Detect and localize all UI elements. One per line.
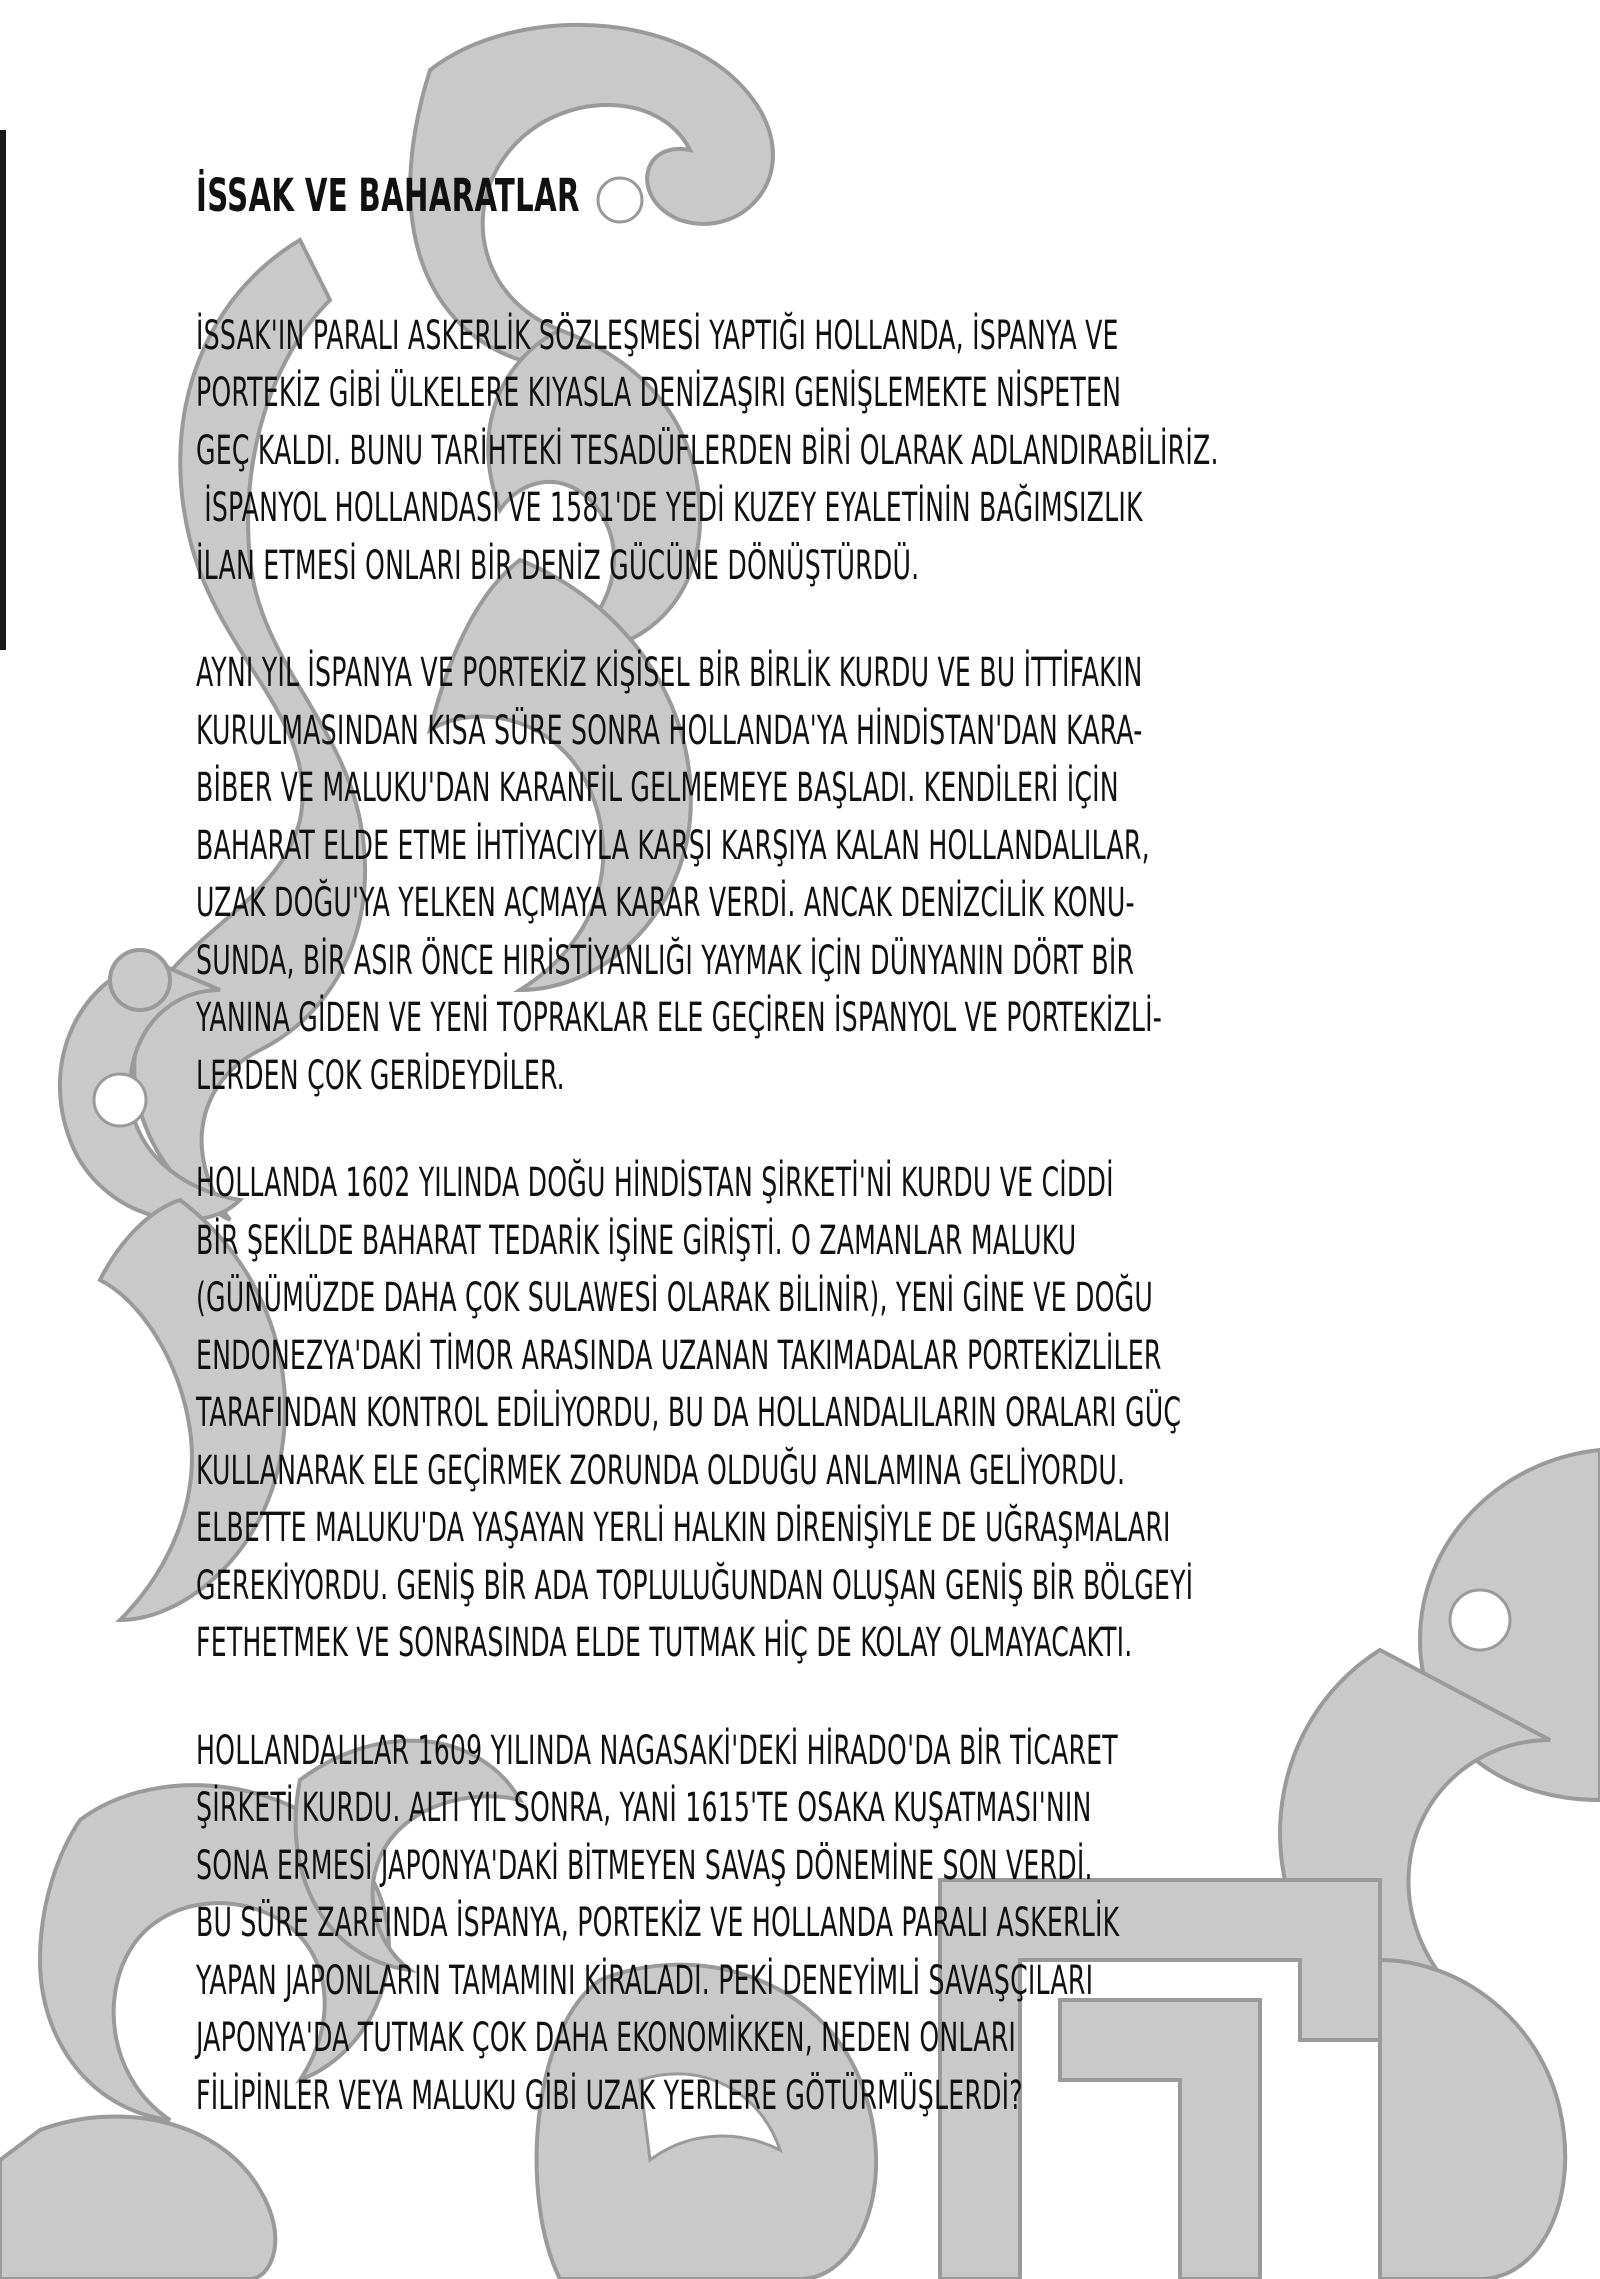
paragraph [196, 645, 1436, 1105]
text-line: İSSAK'IN PARALI ASKERLİK SÖZLEŞMESİ YAPTIĞI HOLLANDA, İSPANYA VE [196, 312, 1119, 359]
text-line: JAPONYA'DA TUTMAK ÇOK DAHA EKONOMİKKEN, NEDEN ONLARI [196, 2015, 1017, 2062]
text-line: FİLİPİNLER VEYA MALUKU GİBİ UZAK YERLERE GÖTÜRMÜŞLERDİ? [196, 2072, 1023, 2119]
text-line: İLAN ETMESİ ONLARI BİR DENİZ GÜCÜNE DÖNÜŞTÜRDÜ. [196, 542, 920, 589]
page-edge-mark [0, 130, 6, 650]
text-line: BU SÜRE ZARFINDA İSPANYA, PORTEKİZ VE HOLLANDA PARALI ASKERLİK [196, 1900, 1120, 1947]
text-line: AYNI YIL İSPANYA VE PORTEKİZ KİŞİSEL BİR BİRLİK KURDU VE BU İTTİFAKIN [196, 650, 1143, 697]
text-line: GEREKİYORDU. GENİŞ BİR ADA TOPLULUĞUNDAN OLUŞAN GENİŞ BİR BÖLGEYİ [196, 1562, 1194, 1609]
text-line: BİBER VE MALUKU'DAN KARANFİL GELMEMEYE BAŞLADI. KENDİLERİ İÇİN [196, 765, 1119, 812]
text-line: SUNDA, BİR ASIR ÖNCE HIRİSTİYANLIĞI YAYMAK İÇİN DÜNYANIN DÖRT BİR [196, 937, 1135, 984]
text-line: HOLLANDALILAR 1609 YILINDA NAGASAKİ'DEKİ HİRADO'DA BİR TİCARET [196, 1727, 1118, 1774]
text-line: BAHARAT ELDE ETME İHTİYACIYLA KARŞI KARŞIYA KALAN HOLLANDALILAR, [196, 822, 1150, 869]
text-line: KURULMASINDAN KISA SÜRE SONRA HOLLANDA'YA HİNDİSTAN'DAN KARA- [196, 707, 1143, 754]
text-line: GEÇ KALDI. BUNU TARİHTEKİ TESADÜFLERDEN BİRİ OLARAK ADLANDIRABİLİRİZ. [196, 427, 1219, 474]
text-line: BİR ŞEKİLDE BAHARAT TEDARİK İŞİNE GİRİŞTİ. O ZAMANLAR MALUKU [196, 1217, 1077, 1264]
text-line: PORTEKİZ GİBİ ÜLKELERE KIYASLA DENİZAŞIRI GENİŞLEMEKTE NİSPETEN [196, 370, 1122, 417]
article [196, 170, 1436, 2175]
text-line: HOLLANDA 1602 YILINDA DOĞU HİNDİSTAN ŞİRKETİ'Nİ KURDU VE CİDDİ [196, 1160, 1114, 1207]
text-line: ŞİRKETİ KURDU. ALTI YIL SONRA, YANİ 1615'TE OSAKA KUŞATMASI'NIN [196, 1785, 1092, 1832]
text-line: İSPANYOL HOLLANDASI VE 1581'DE YEDİ KUZEY EYALETİNİN BAĞIMSIZLIK [196, 485, 1143, 532]
text-line: ENDONEZYA'DAKİ TİMOR ARASINDA UZANAN TAKIMADALAR PORTEKİZLİLER [196, 1332, 1162, 1379]
text-line: FETHETMEK VE SONRASINDA ELDE TUTMAK HİÇ DE KOLAY OLMAYACAKTI. [196, 1620, 1133, 1667]
text-line: (GÜNÜMÜZDE DAHA ÇOK SULAWESİ OLARAK BİLİNİR), YENİ GİNE VE DOĞU [196, 1275, 1154, 1322]
text-line: TARAFINDAN KONTROL EDİLİYORDU, BU DA HOLLANDALILARIN ORALARI GÜÇ [196, 1390, 1182, 1437]
paragraph [196, 308, 1436, 596]
text-line: KULLANARAK ELE GEÇİRMEK ZORUNDA OLDUĞU ANLAMINA GELİYORDU. [196, 1447, 1126, 1494]
text-line: ELBETTE MALUKU'DA YAŞAYAN YERLİ HALKIN DİRENİŞİYLE DE UĞRAŞMALARI [196, 1505, 1171, 1552]
article-title: İSSAK VE BAHARATLAR [196, 169, 580, 222]
text-line: UZAK DOĞU'YA YELKEN AÇMAYA KARAR VERDİ. ANCAK DENİZCİLİK KONU- [196, 880, 1135, 927]
text-line: SONA ERMESİ JAPONYA'DAKİ BİTMEYEN SAVAŞ DÖNEMİNE SON VERDİ. [196, 1842, 1093, 1889]
text-line: YAPAN JAPONLARIN TAMAMINI KİRALADI. PEKİ DENEYİMLİ SAVAŞÇILARI [196, 1957, 1094, 2004]
paragraph [196, 1155, 1436, 1673]
text-line: LERDEN ÇOK GERİDEYDİLER. [196, 1052, 565, 1099]
text-line: YANINA GİDEN VE YENİ TOPRAKLAR ELE GEÇİREN İSPANYOL VE PORTEKİZLİ- [196, 995, 1163, 1042]
paragraph [196, 1723, 1436, 2126]
